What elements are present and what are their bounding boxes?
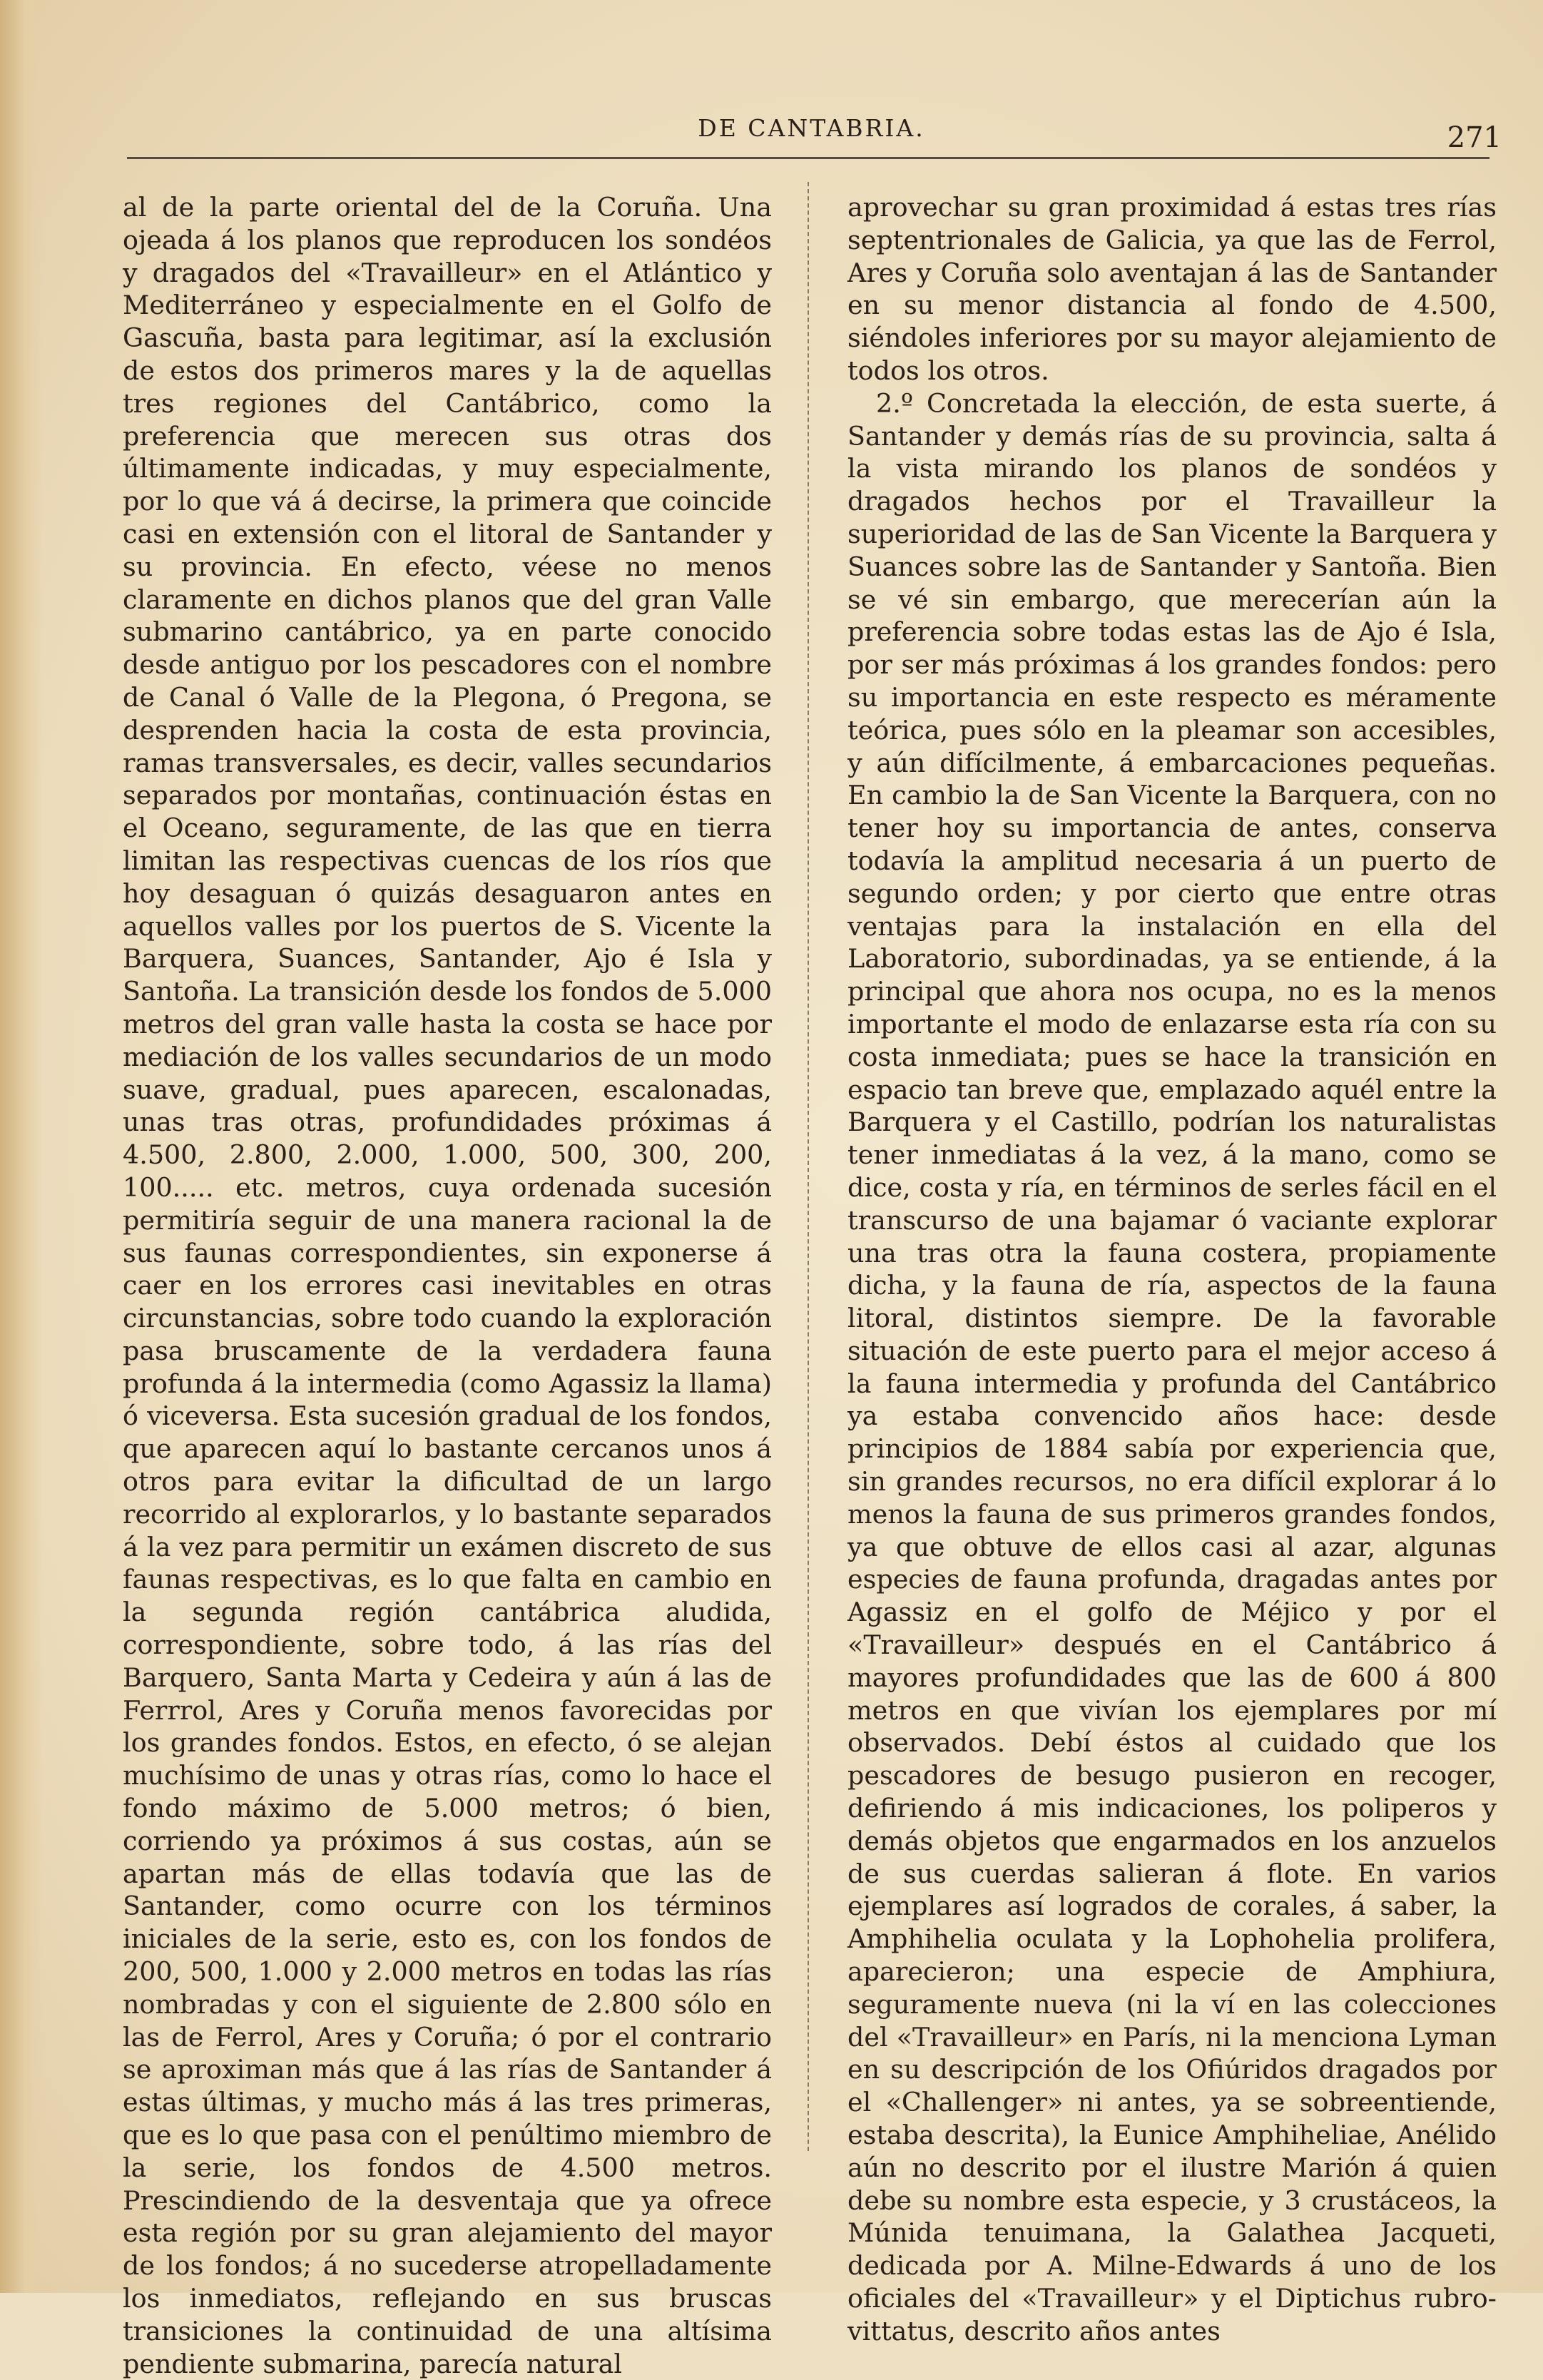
- page-header: [121, 114, 1502, 157]
- left-paragraph: al de la parte oriental del de la Coruña. Una ojeada á los planos que reproducen los sondéos y dragados del «Travailleur» en el Atlántico y Mediterráneo y especialmente en el Golfo de Gascuña, basta para legitimar, así la exclusión de estos dos primeros mares y la de aquellas tres regiones del Cantábrico, como la preferencia que merecen sus otras dos últimamente indicadas, y muy especialmente, por lo que vá á decirse, la primera que coincide casi en extensión con el litoral de Santander y su provincia. En efecto, véese no menos claramente en dichos planos que del gran Valle submarino cantábrico, ya en parte conocido desde antiguo por los pescadores con el nombre de Canal ó Valle de la Plegona, ó Pregona, se desprenden hacia la costa de esta provincia, ramas transversales, es decir, valles secundarios separados por montañas, continuación éstas en el Oceano, seguramente, de las que en tierra limitan las respectivas cuencas de los ríos que hoy desaguan ó quizás desaguaron antes en aquellos valles por los puertos de S. Vicente la Barquera, Suances, Santander, Ajo é Isla y Santoña. La transición desde los fondos de 5.000 metros del gran valle hasta la costa se hace por mediación de los valles secundarios de un modo suave, gradual, pues aparecen, escalonadas, unas tras otras, profundidades próximas á 4.500, 2.800, 2.000, 1.000, 500, 300, 200, 100..... etc. metros, cuya ordenada sucesión permitiría seguir de una manera racional la de sus faunas correspondientes, sin exponerse á caer en los errores casi inevitables en otras circunstancias, sobre todo cuando la exploración pasa bruscamente de la verdadera fauna profunda á la intermedia (como Agassiz la llama) ó viceversa. Esta sucesión gradual de los fondos, que aparecen aquí lo bastante cercanos unos á otros para evitar la dificultad de un largo recorrido al explorarlos, y lo bastante separados á la vez para permitir un exámen discreto de sus faunas respectivas, es lo que falta en cambio en la segunda región cantábrica aludida, correspondiente, sobre todo, á las rías del Barquero, Santa Marta y Cedeira y aún á las de Ferrrol, Ares y Coruña menos favorecidas por los grandes fondos. Estos, en efecto, ó se alejan muchísimo de unas y otras rías, como lo hace el fondo máximo de 5.000 metros; ó bien, corriendo ya próximos á sus costas, aún se apartan más de ellas todavía que las de Santander, como ocurre con los términos iniciales de la serie, esto es, con los fondos de 200, 500, 1.000 y 2.000 metros en todas las rías nombradas y con el siguiente de 2.800 sólo en las de Ferrol, Ares y Coruña; ó por el contrario se aproximan más que á las rías de Santander á estas últimas, y mucho más á las tres primeras, que es lo que pasa con el penúltimo miembro de la serie, los fondos de 4.500 metros. Prescindiendo de la desventaja que ya ofrece esta región por su gran alejamiento del mayor de los fondos; á no sucederse atropelladamente los inmediatos, reflejando en sus bruscas transiciones la continuidad de una altísima pendiente submarina, parecía natural: [123, 192, 772, 2379]
- column-divider: [808, 182, 809, 2151]
- page-edge-shadow: [0, 0, 43, 2293]
- header-rule: [127, 157, 1489, 159]
- left-column: [123, 191, 772, 2380]
- right-column: [847, 191, 1497, 2348]
- right-paragraph: 2.º Concretada la elección, de esta suerte, á Santander y demás rías de su provincia, salta á la vista mirando los planos de sondéos y dragados hechos por el Travailleur la superioridad de las de San Vicente la Barquera y Suances sobre las de Santander y Santoña. Bien se vé sin embargo, que merecerían aún la preferencia sobre todas estas las de Ajo é Isla, por ser más próximas á los grandes fondos: pero su importancia en este respecto es méramente teórica, pues sólo en la pleamar son accesibles, y aún difícilmente, á embarcaciones pequeñas. En cambio la de San Vicente la Barquera, con no tener hoy su importancia de antes, conserva todavía la amplitud necesaria á un puerto de segundo orden; y por cierto que entre otras ventajas para la instalación en ella del Laboratorio, subordinadas, ya se entiende, á la principal que ahora nos ocupa, no es la menos importante el modo de enlazarse esta ría con su costa inmediata; pues se hace la transición en espacio tan breve que, emplazado aquél entre la Barquera y el Castillo, podrían los naturalistas tener inmediatas á la vez, á la mano, como se dice, costa y ría, en términos de serles fácil en el transcurso de una bajamar ó vaciante explorar una tras otra la fauna costera, propiamente dicha, y la fauna de ría, aspectos de la fauna litoral, distintos siempre. De la favorable situación de este puerto para el mejor acceso á la fauna intermedia y profunda del Cantábrico ya estaba convencido años hace: desde principios de 1884 sabía por experiencia que, sin grandes recursos, no era difícil explorar á lo menos la fauna de sus primeros grandes fondos, ya que obtuve de ellos casi al azar, algunas especies de fauna profunda, dragadas antes por Agassiz en el golfo de Méjico y por el «Travailleur» después en el Cantábrico á mayores profundidades que las de 600 á 800 metros en que vivían los ejemplares por mí observados. Debí éstos al cuidado que los pescadores de besugo pusieron en recoger, defiriendo á mis indicaciones, los poliperos y demás objetos que engarmados en los anzuelos de sus cuerdas salieran á flote. En varios ejemplares así logrados de corales, á saber, la Amphihelia oculata y la Lophohelia prolifera, aparecieron; una especie de Amphiura, seguramente nueva (ni la ví en las colecciones del «Travailleur» en París, ni la menciona Lyman en su descripción de los Ofiúridos dragados por el «Challenger» ni antes, ya se sobreentiende, estaba descrita), la Eunice Amphiheliae, Anélido aún no descrito por el ilustre Marión á quien debe su nombre esta especie, y 3 crustáceos, la Múnida tenuimana, la Galathea Jacqueti, dedicada por A. Milne-Edwards á uno de los oficiales del «Travailleur» y el Diptichus rubro-vittatus, descrito años antes: [847, 387, 1497, 2346]
- right-paragraph: aprovechar su gran proximidad á estas tres rías septentrionales de Galicia, ya que las de Ferrol, Ares y Coruña solo aventajan á las de Santander en su menor distancia al fondo de 4.500, siéndoles inferiores por su mayor alejamiento de todos los otros.: [847, 192, 1497, 386]
- page-number: 271: [1447, 121, 1502, 154]
- running-title: DE CANTABRIA.: [698, 114, 925, 142]
